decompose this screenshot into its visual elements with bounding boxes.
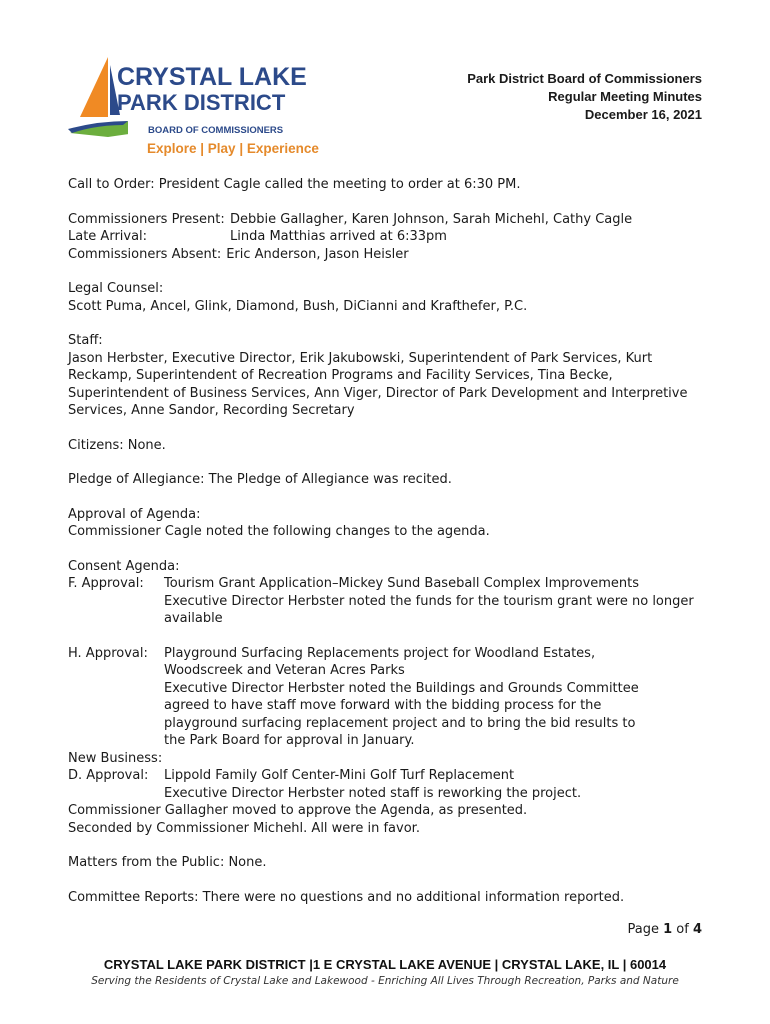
staff-label: Staff:	[68, 333, 103, 348]
logo-name-line1: CRYSTAL LAKE	[117, 63, 307, 91]
public-matters: Matters from the Public: None.	[68, 855, 267, 870]
absent-value: Eric Anderson, Jason Heisler	[226, 246, 409, 262]
item-f-note: Executive Director Herbster noted the funds for the tourism grant were no longer	[164, 593, 694, 609]
item-h-note: the Park Board for approval in January.	[164, 733, 415, 748]
staff-line: Reckamp, Superintendent of Recreation Programs and Facility Services, Tina Becke,	[68, 368, 613, 383]
late-row	[68, 228, 708, 246]
legal-counsel-block	[68, 280, 708, 315]
item-h-block	[68, 645, 708, 838]
staff-line: Jason Herbster, Executive Director, Erik Jakubowski, Superintendent of Park Services, Kurt	[68, 350, 653, 366]
item-d-label: D. Approval:	[68, 768, 149, 783]
staff-line: Services, Anne Sandor, Recording Secretary	[68, 403, 355, 418]
header-date: December 16, 2021	[584, 107, 702, 122]
item-f-label: F. Approval:	[68, 576, 144, 591]
agenda-approval-block	[68, 506, 708, 541]
item-f-row	[68, 575, 708, 593]
legal-label: Legal Counsel:	[68, 281, 164, 296]
agenda-value: Commissioner Cagle noted the following changes to the agenda.	[68, 524, 490, 539]
footer-motto: Serving the Residents of Crystal Lake and Lakewood - Enriching All Lives Through Recreation, Parks and Nature	[91, 975, 679, 987]
pledge: Pledge of Allegiance: The Pledge of Allegiance was recited.	[68, 472, 452, 487]
item-h-row	[68, 645, 708, 663]
staff-line: Superintendent of Business Services, Ann Viger, Director of Park Development and Interpretive	[68, 385, 688, 401]
item-d-title: Lippold Family Golf Center-Mini Golf Turf Replacement	[164, 768, 515, 783]
page-total: 4	[692, 922, 702, 937]
consent-agenda-block	[68, 558, 708, 628]
item-h-title: Playground Surfacing Replacements project for Woodland Estates,	[164, 645, 596, 661]
district-logo	[68, 55, 348, 165]
legal-value: Scott Puma, Ancel, Glink, Diamond, Bush, DiCianni and Krafthefer, P.C.	[68, 298, 528, 314]
minutes-body	[68, 176, 708, 923]
citizens: Citizens: None.	[68, 437, 166, 453]
staff-block	[68, 332, 708, 420]
page-current: 1	[663, 922, 673, 937]
page-of: of	[676, 922, 689, 937]
page-number	[627, 922, 702, 937]
present-label: Commissioners Present:	[68, 211, 225, 227]
item-h-label: H. Approval:	[68, 645, 148, 661]
new-business-label: New Business:	[68, 750, 163, 766]
absent-label: Commissioners Absent:	[68, 246, 222, 262]
header-line-2: Regular Meeting Minutes	[548, 89, 702, 104]
item-d-note: Executive Director Herbster noted staff is reworking the project.	[164, 785, 582, 801]
logo-board-text: BOARD OF COMMISSIONERS	[148, 125, 284, 136]
absent-row	[68, 246, 708, 264]
item-h-note: playground surfacing replacement project and to bring the bid results to	[164, 715, 636, 731]
agenda-label: Approval of Agenda:	[68, 506, 201, 522]
logo-name-line2: PARK DISTRICT	[117, 90, 286, 115]
item-d-row	[68, 767, 708, 785]
item-f-title: Tourism Grant Application–Mickey Sund Baseball Complex Improvements	[164, 576, 640, 591]
attendance-block	[68, 211, 708, 264]
page-prefix: Page	[627, 922, 659, 937]
motion: Commissioner Gallagher moved to approve the Agenda, as presented.	[68, 803, 528, 818]
header-line-1: Park District Board of Commissioners	[467, 71, 702, 86]
logo-tagline: Explore | Play | Experience	[147, 141, 319, 156]
present-row	[68, 211, 708, 229]
late-label: Late Arrival:	[68, 229, 148, 244]
call-to-order: Call to Order: President Cagle called the meeting to order at 6:30 PM.	[68, 177, 521, 192]
committee-reports: Committee Reports: There were no questions and no additional information reported.	[68, 889, 625, 905]
item-h-title-cont: Woodscreek and Veteran Acres Parks	[164, 663, 405, 678]
late-value: Linda Matthias arrived at 6:33pm	[230, 229, 447, 244]
item-h-note: Executive Director Herbster noted the Buildings and Grounds Committee	[164, 680, 639, 696]
document-header	[467, 70, 702, 124]
present-value: Debbie Gallagher, Karen Johnson, Sarah Michehl, Cathy Cagle	[230, 211, 633, 227]
item-h-note: agreed to have staff move forward with the bidding process for the	[164, 698, 602, 713]
footer-address: CRYSTAL LAKE PARK DISTRICT |1 E CRYSTAL LAKE AVENUE | CRYSTAL LAKE, IL | 60014	[103, 957, 667, 972]
item-f-note: available	[164, 611, 223, 626]
consent-label: Consent Agenda:	[68, 558, 180, 574]
second: Seconded by Commissioner Michehl. All were in favor.	[68, 820, 420, 836]
